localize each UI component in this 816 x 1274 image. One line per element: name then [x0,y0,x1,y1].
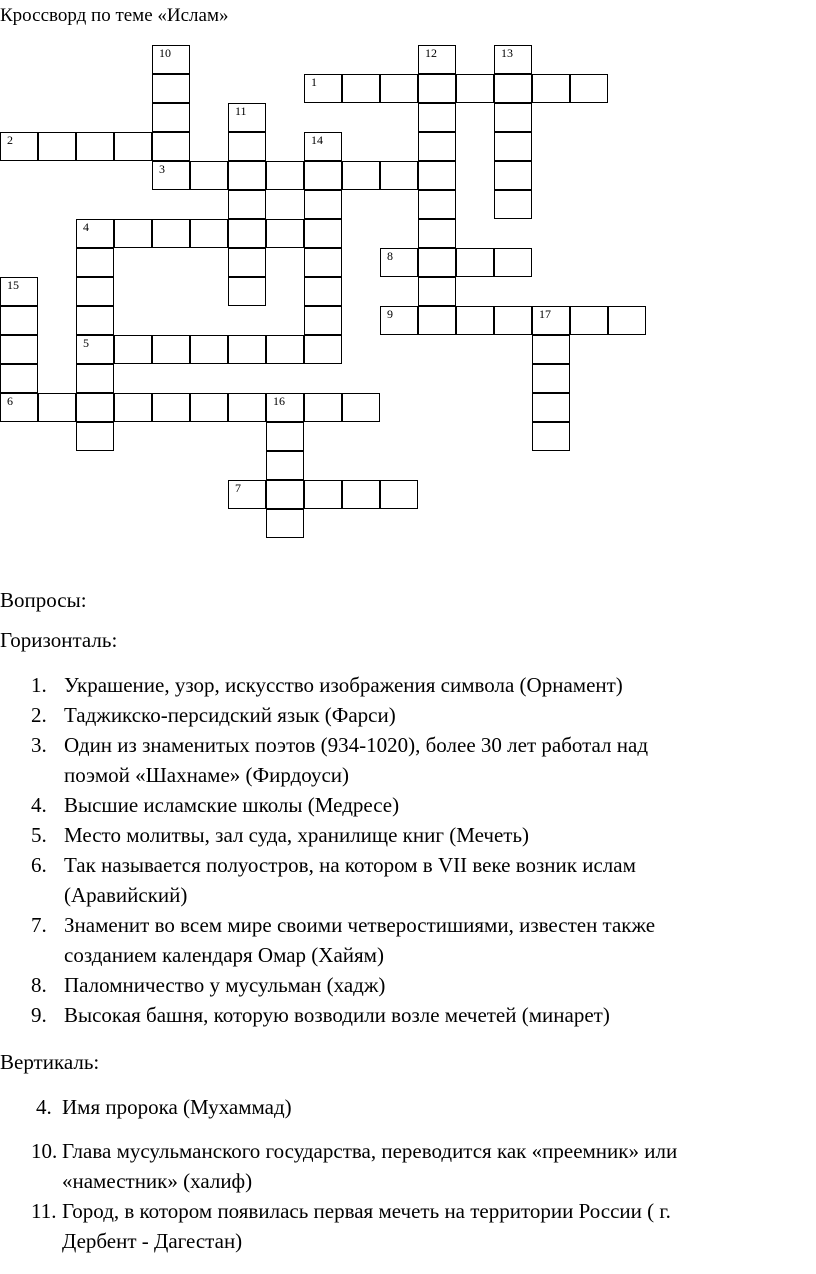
crossword-cell[interactable] [418,103,456,132]
clue-number: 13 [501,46,513,60]
crossword-cell[interactable] [152,74,190,103]
crossword-cell[interactable] [266,480,304,509]
horizontal-clue-number: 1. [31,673,47,697]
crossword-cell[interactable] [456,74,494,103]
crossword-cell[interactable] [76,306,114,335]
horizontal-clue-number: 4. [31,793,47,817]
crossword-cell[interactable] [456,248,494,277]
horizontal-clue-number: 3. [31,733,47,757]
crossword-cell[interactable] [380,480,418,509]
crossword-cell[interactable] [228,335,266,364]
crossword-cell[interactable] [570,74,608,103]
crossword-cell[interactable] [342,74,380,103]
crossword-cell[interactable] [570,306,608,335]
horizontal-clue-line: Высшие исламские школы (Медресе) [64,793,400,817]
crossword-grid [0,0,816,560]
crossword-cell[interactable] [418,132,456,161]
crossword-cell[interactable] [114,393,152,422]
crossword-cell[interactable] [190,393,228,422]
crossword-cell[interactable] [76,248,114,277]
crossword-cell[interactable] [190,335,228,364]
crossword-cell[interactable] [0,277,38,306]
crossword-cell[interactable] [304,277,342,306]
crossword-cell[interactable] [266,451,304,480]
vertical-clue-line: «наместник» (халиф) [62,1169,253,1193]
crossword-cell[interactable] [532,364,570,393]
clue-number: 12 [425,46,437,60]
horizontal-clue-line: поэмой «Шахнаме» (Фирдоуси) [64,763,350,787]
crossword-cell[interactable] [152,45,190,74]
crossword-cell[interactable] [266,161,304,190]
crossword-cell[interactable] [76,393,114,422]
crossword-cell[interactable] [380,248,418,277]
crossword-cell[interactable] [76,219,114,248]
crossword-cell[interactable] [418,277,456,306]
vertical-clue-line: Дербент - Дагестан) [62,1229,243,1253]
crossword-cell[interactable] [266,393,304,422]
crossword-cell[interactable] [228,480,266,509]
clue-number: 14 [311,133,323,147]
horizontal-heading: Горизонталь: [0,628,118,652]
crossword-cell[interactable] [228,393,266,422]
crossword-cell[interactable] [304,335,342,364]
crossword-cell[interactable] [228,190,266,219]
crossword-cell[interactable] [418,74,456,103]
crossword-cell[interactable] [190,219,228,248]
crossword-cell[interactable] [114,335,152,364]
horizontal-clue-line: Знаменит во всем мире своими четверостишиями, известен также [64,913,656,937]
crossword-cell[interactable] [0,364,38,393]
horizontal-clue-line: Украшение, узор, искусство изображения символа (Орнамент) [64,673,623,697]
crossword-cell[interactable] [304,190,342,219]
vertical-clue-line: Имя пророка (Мухаммад) [62,1095,292,1119]
crossword-cell[interactable] [228,103,266,132]
crossword-cell[interactable] [494,306,532,335]
crossword-cell[interactable] [418,161,456,190]
crossword-cell[interactable] [76,335,114,364]
crossword-cell[interactable] [380,161,418,190]
crossword-cell[interactable] [152,103,190,132]
clue-number: 4 [83,220,89,234]
crossword-cell[interactable] [152,219,190,248]
crossword-cell[interactable] [304,480,342,509]
crossword-cell[interactable] [380,74,418,103]
crossword-cell[interactable] [114,219,152,248]
crossword-cell[interactable] [266,422,304,451]
clue-number: 16 [273,394,285,408]
crossword-cell[interactable] [228,248,266,277]
crossword-cell[interactable] [0,132,38,161]
crossword-cell[interactable] [532,74,570,103]
crossword-cell[interactable] [266,509,304,538]
crossword-cell[interactable] [456,306,494,335]
crossword-cell[interactable] [228,132,266,161]
horizontal-clue-number: 9. [31,1003,47,1027]
horizontal-clue-number: 8. [31,973,47,997]
crossword-cell[interactable] [418,219,456,248]
horizontal-clue-number: 7. [31,913,47,937]
vertical-clue-line: Глава мусульманского государства, переводится как «преемник» или [62,1139,678,1163]
crossword-cell[interactable] [342,393,380,422]
crossword-cell[interactable] [304,306,342,335]
crossword-cell[interactable] [494,74,532,103]
clue-number: 2 [7,133,13,147]
horizontal-clue-line: Паломничество у мусульман (хадж) [64,973,386,997]
crossword-cell[interactable] [342,480,380,509]
horizontal-clue-line: Высокая башня, которую возводили возле мечетей (минарет) [64,1003,610,1027]
horizontal-clue-number: 6. [31,853,47,877]
horizontal-clue-number: 5. [31,823,47,847]
crossword-cell[interactable] [494,103,532,132]
clue-number: 6 [7,394,13,408]
clue-number: 5 [83,336,89,350]
vertical-clue-number: 10. [31,1139,58,1163]
crossword-cell[interactable] [114,132,152,161]
crossword-cell[interactable] [38,132,76,161]
crossword-cell[interactable] [0,306,38,335]
crossword-cell[interactable] [532,335,570,364]
crossword-cell[interactable] [418,45,456,74]
crossword-cell[interactable] [418,248,456,277]
crossword-cell[interactable] [418,306,456,335]
crossword-cell[interactable] [304,74,342,103]
clue-number: 15 [7,278,19,292]
crossword-cell[interactable] [152,161,190,190]
vertical-clue-line: Город, в котором появилась первая мечеть на территории России ( г. [62,1199,671,1223]
crossword-cell[interactable] [0,335,38,364]
crossword-cell[interactable] [228,161,266,190]
crossword-cell[interactable] [228,219,266,248]
crossword-cell[interactable] [152,132,190,161]
crossword-cell[interactable] [190,161,228,190]
horizontal-clue-line: (Аравийский) [64,883,188,907]
clue-number: 11 [235,104,247,118]
vertical-clue-number: 4. [36,1095,52,1119]
crossword-cell[interactable] [608,306,646,335]
clue-number: 10 [159,46,171,60]
crossword-cell[interactable] [494,161,532,190]
crossword-cell[interactable] [38,393,76,422]
horizontal-clue-number: 2. [31,703,47,727]
crossword-cell[interactable] [0,393,38,422]
page-title: Кроссворд по теме «Ислам» [0,5,229,26]
crossword-cell[interactable] [266,335,304,364]
crossword-cell[interactable] [494,248,532,277]
crossword-cell[interactable] [76,364,114,393]
crossword-cell[interactable] [532,393,570,422]
crossword-cell[interactable] [304,219,342,248]
crossword-cell[interactable] [342,161,380,190]
horizontal-clue-line: Один из знаменитых поэтов (934-1020), более 30 лет работал над [64,733,649,757]
crossword-cell[interactable] [494,132,532,161]
clue-number: 7 [235,481,241,495]
crossword-cell[interactable] [76,422,114,451]
crossword-cell[interactable] [152,393,190,422]
crossword-cell[interactable] [304,393,342,422]
clue-number: 17 [539,307,551,321]
horizontal-clue-line: Место молитвы, зал суда, хранилище книг (Мечеть) [64,823,530,847]
crossword-cell[interactable] [418,190,456,219]
clue-number: 8 [387,249,393,263]
crossword-cell[interactable] [228,277,266,306]
crossword-cell[interactable] [304,248,342,277]
crossword-cell[interactable] [304,161,342,190]
crossword-cell[interactable] [266,219,304,248]
horizontal-clue-line: созданием календаря Омар (Хайям) [64,943,384,967]
clue-number: 3 [159,162,165,176]
crossword-cell[interactable] [380,306,418,335]
crossword-cell[interactable] [76,277,114,306]
questions-heading: Вопросы: [0,588,87,612]
crossword-cell[interactable] [152,335,190,364]
crossword-cell[interactable] [304,132,342,161]
crossword-cell[interactable] [532,306,570,335]
crossword-cell[interactable] [532,422,570,451]
horizontal-clue-line: Таджикско-персидский язык (Фарси) [64,703,396,727]
crossword-cell[interactable] [494,190,532,219]
clue-number: 1 [311,75,317,89]
crossword-cell[interactable] [76,132,114,161]
crossword-cell[interactable] [494,45,532,74]
clue-number: 9 [387,307,393,321]
vertical-clue-number: 11. [31,1199,57,1223]
horizontal-clue-line: Так называется полуостров, на котором в VII веке возник ислам [64,853,636,877]
vertical-heading: Вертикаль: [0,1050,100,1074]
